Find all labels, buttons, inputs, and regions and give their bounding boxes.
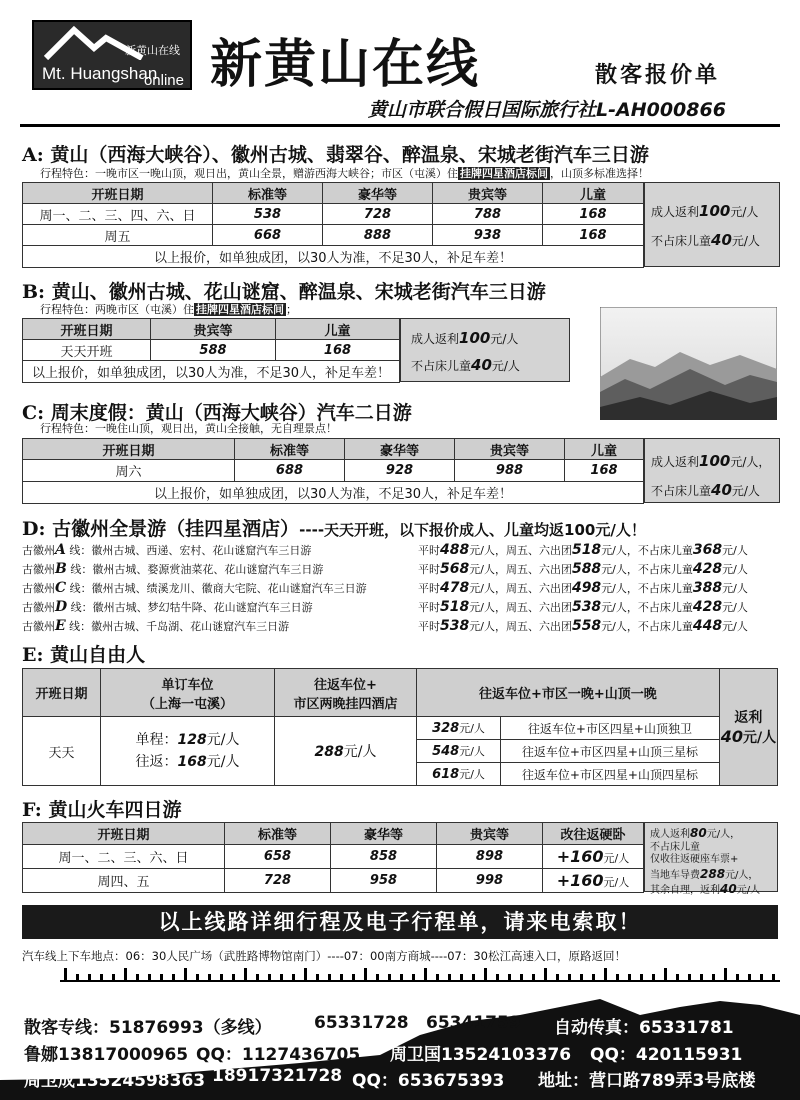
section-c-table [22,438,644,504]
section-b-rebate: 成人返利100元/人 不占床儿童40元/人 [400,318,570,382]
table-header: 往返车位+市区一晚+山顶一晚 [417,669,720,717]
qq-2: QQ：420115931 [590,1045,743,1065]
section-a-rebate: 成人返利100元/人 不占床儿童40元/人 [644,182,780,267]
list-item: 古徽州B 线：徽州古城、婺源赏油菜花、花山谜窟汽车三日游 平时568元/人，周五、六出团588元/人，不占床儿童428元/人 [22,561,748,577]
table-row: 548元/人 往返车位+市区四星+山顶三星标 [23,740,778,763]
table-header: 单订车位 （上海一屯溪） [101,669,275,717]
section-c-footnote: 以上报价，如单独成团，以30人为准，不足30人，补足车差！ [23,482,644,504]
page-subtitle: 散客报价单 [595,63,721,88]
table-header: 豪华等 [331,823,437,845]
agency-name: 黄山市联合假日国际旅行社L-AH000866 [368,99,726,121]
table-header: 改往返硬卧 [543,823,644,845]
table-header: 标准等 [225,823,331,845]
phone-4: 18917321728 [212,1066,343,1086]
table-header: 贵宾等 [433,183,543,204]
contact-lu: 鲁娜13817000965 [24,1045,189,1065]
table-header: 贵宾等 [437,823,543,845]
section-a-table [22,182,644,268]
table-header: 贵宾等 [455,439,565,460]
section-b-feature: 行程特色：两晚市区（屯溪）住 挂牌四星酒店标间 ； [40,303,297,316]
header-divider [20,124,780,127]
contact-zhou-1: 周卫国13524103376 [390,1045,572,1065]
table-header: 儿童 [276,319,400,340]
section-b-footnote: 以上报价，如单独成团，以30人为准，不足30人，补足车差！ [23,361,400,383]
qq-3: QQ：653675393 [352,1071,505,1091]
section-e-rebate: 返利 40元/人 [719,669,777,786]
section-f-table [22,822,644,893]
section-c-title: C: 周末度假：黄山（西海大峡谷）汽车二日游 [22,402,412,424]
fax: 自动传真：65331781 [554,1018,734,1038]
qq-1: QQ：1127436705 [196,1045,361,1065]
list-item: 古徽州E 线：徽州古城、千岛湖、花山谜窟汽车三日游 平时538元/人，周五、六出团558元/人，不占床儿童448元/人 [22,618,748,634]
table-row: 天天 单程：128元/人 往返：168元/人 288元/人 328元/人 往返车位+市区四星+山顶独卫 [23,717,778,740]
table-header: 往返车位+ 市区两晚挂四酒店 [275,669,417,717]
logo-tagline: 新黄山在线 [125,44,180,57]
section-e-table [22,668,778,786]
list-item: 古徽州D 线：徽州古城、梦幻牯牛降、花山谜窟汽车三日游 平时518元/人，周五、六出团538元/人，不占床儿童428元/人 [22,599,748,615]
section-e-title: E: 黄山自由人 [22,644,146,666]
pickup-info: 汽车线上下车地点：06：30人民广场（武胜路博物馆南门）----07：00南方商城----07：30松江高速入口，原路返回！ [22,949,626,963]
table-header: 标准等 [235,439,345,460]
logo-mt-text: Mt. Huangshan [42,64,158,83]
table-header: 儿童 [565,439,644,460]
table-header: 开班日期 [23,669,101,717]
section-f-title: F: 黄山火车四日游 [22,799,182,821]
section-a-footnote: 以上报价，如单独成团，以30人为准，不足30人，补足车差！ [23,246,644,268]
hotline: 散客专线：51876993（多线） [24,1018,272,1038]
table-row: 周四、五 728 958 998 +160元/人 [23,869,644,893]
list-item: 古徽州A 线：徽州古城、西递、宏村、花山谜窟汽车三日游 平时488元/人，周五、六出团518元/人，不占床儿童368元/人 [22,542,748,558]
section-b-title: B: 黄山、徽州古城、花山谜窟、醉温泉、宋城老街汽车三日游 [22,281,546,303]
section-d-list [22,542,782,637]
table-header: 开班日期 [23,183,213,204]
section-b-table [22,318,400,383]
table-row: 周六 688 928 988 168 [23,460,644,482]
page-title: 新黄山在线 [210,35,481,95]
logo-online-text: online [143,72,184,89]
table-row: 618元/人 往返车位+市区四星+山顶四星标 [23,763,778,786]
table-row: 周一、二、三、四、六、日 538 728 788 168 [23,204,644,225]
table-row: 天天开班 588 168 [23,340,400,361]
inquiry-banner: 以上线路详细行程及电子行程单，请来电索取！ [22,905,778,939]
section-a-feature: 行程特色：一晚市区一晚山顶，观日出，黄山全景，赠游西海大峡谷；市区（屯溪）住 挂牌四星酒店标间 ，山顶多标准选择！ [40,167,649,180]
logo [32,20,192,90]
table-header: 开班日期 [23,823,225,845]
table-row: 周五 668 888 938 168 [23,225,644,246]
table-header: 豪华等 [345,439,455,460]
table-header: 儿童 [543,183,644,204]
section-a-title: A: 黄山（西海大峡谷）、徽州古城、翡翠谷、醉温泉、宋城老街汽车三日游 [22,144,649,166]
table-header: 标准等 [213,183,323,204]
section-c-rebate: 成人返利100元/人， 不占床儿童40元/人 [644,438,780,503]
table-header: 开班日期 [23,319,151,340]
phone-3: 65341759 [426,1013,521,1033]
section-f-rebate: 成人返利80元/人， 不占床儿童 仅收往返硬座车票+ 当地车导费288元/人， 其余自理，返利40元/人 [644,822,778,892]
phone-2: 65331728 [314,1013,409,1033]
table-header: 贵宾等 [151,319,276,340]
section-d-title: D: 古徽州全景游（挂四星酒店）----天天开班，以下报价成人、儿童均返100元/人！ [22,518,646,540]
table-header: 豪华等 [323,183,433,204]
address: 地址：营口路789弄3号底楼 [538,1071,756,1091]
list-item: 古徽州C 线：徽州古城、绩溪龙川、徽商大宅院、花山谜窟汽车三日游 平时478元/人，周五、六出团498元/人，不占床儿童388元/人 [22,580,748,596]
table-row: 周一、二、三、六、日 658 858 898 +160元/人 [23,845,644,869]
table-header: 开班日期 [23,439,235,460]
contact-zhou-2: 周卫成13524598363 [24,1071,206,1091]
mountain-photo [600,307,777,420]
section-c-feature: 行程特色：一晚住山顶，观日出，黄山全接触，无自理景点！ [40,422,337,435]
